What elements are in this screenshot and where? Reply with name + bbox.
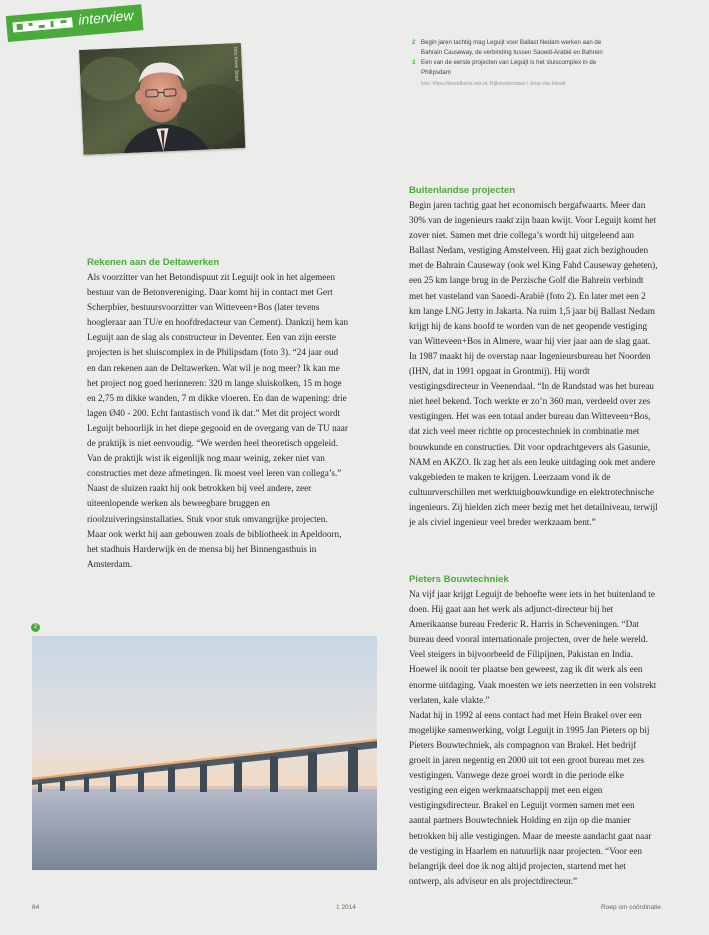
- right-column: [409, 183, 658, 530]
- issue-label: [336, 904, 356, 911]
- issue-year: 2014: [341, 904, 356, 911]
- body-paragraph: Begin jaren tachtig gaat het economisch bergafwaarts. Meer dan 30% van de ingenieurs raakt zijn baan kwijt. Voor Leguijt komt het zover niet. Samen met drie collega’s wordt hij uitgeleend aan Ballast Nedam, vestiging Amstelveen. Hij gaat zich bezighouden met de Bahrain Causeway (ook wel King Fahd Causeway geheten), een 25 km lange brug in de Perzische Golf die Bahrein verbindt met het vasteland van Saoedi-Arabië (foto 2). En later met een 2 km lange LNG Jetty in Jakarta. Na ruim 1,5 jaar bij Ballast Nedam krijgt hij de kans hoofd te worden van de net geopende vestiging van Witteveen+Bos in Almere, waar hij vier jaar aan de slag gaat. In 1987 maakt hij de overstap naar Ingenieursbureau het Noorden (IHN, dat in 1991 opgaat in Grontmij). Hij wordt vestigingsdirecteur in Veenendaal. “In de Randstad was het bureau niet heel bekend. Toch werkte er zo’n 360 man, verdeeld over zes vestigingen. Het was een totaal ander bureau dan Witteveen+Bos, dat zich veel meer richtte op procestechniek in combinatie met bouwkunde en constructies. Dit voor opdrachtgevers als Gasunie, NAM en AKZO. Ik zag het als een leuke uitdaging ook met andere vakgebieden te maken te krijgen. Leerzaam vond ik de cultuurverschillen met werktuigbouwkundige en elektrotechnische ingenieurs. Zij hielden zich meer bezig met het detailniveau, terwijl je als civiel ingenieur veel breder werkzaam bent.”: [409, 200, 658, 527]
- caption-number: 2: [412, 39, 416, 46]
- issue-number: 1: [336, 904, 340, 911]
- bridge-photo: [32, 636, 377, 870]
- portrait-image: [79, 43, 245, 155]
- body-paragraph: Nadat hij in 1992 al eens contact had met Hein Brakel over een mogelijke samenwerking, volgt Leguijt in 1995 Jan Pieters op bij Pieters Bouwtechniek, als compagnon van Brakel. Het bedrijf groeit in jaren negentig en 2000 uit tot een groot bureau met zes vestigingen. Vanwege deze groei wordt in die periode elke vestiging een eigen werkmaatschappij met een eigen vestigingsdirecteur. Brakel en Leguijt vormen samen met een aantal partners Bouwtechniek Holding en zijn op die manier betrokken bij alle vestigingen. Maar de meeste aandacht gaat naar de vestiging in Haarlem en natuurlijk naar projecten. “Voor een belangrijk deel doe ik nog altijd projecten, startend met het ontwerp, als adviseur en als projectdirecteur.”: [409, 709, 652, 886]
- section-badge: [6, 4, 144, 42]
- caption-text: Begin jaren tachtig mag Leguijt voor Ballast Nedam werken aan de Bahrain Causeway, de verbinding tussen Saoedi-Arabië en Bahrein: [421, 39, 603, 56]
- photo-captions: [412, 38, 617, 89]
- portrait-photo: [79, 43, 245, 155]
- left-column: [87, 255, 349, 572]
- section-heading: Buitenlandse projecten: [409, 185, 516, 196]
- body-paragraph: Na vijf jaar krijgt Leguijt de behoefte weer iets in het buitenland te doen. Hij gaat aan het werk als adjunct-directeur bij het Amerikaanse bureau Frederic R. Harris in Scheveningen. “Dat bureau deed vooral internationale projecten, over de hele wereld. Veel steigers in bijvoorbeeld de Filipijnen, Pakistan en India. Hoewel ik nooit ter plaatse ben geweest, zag ik dit werk als een enorme uitdaging. Vaak moesten we iets neerzetten in een volstrekt verlaten, kale vlakte.”: [409, 589, 657, 705]
- photo-number-badge: 2: [31, 623, 40, 632]
- caption-credit: foto: https://beeldbank.rws.nl, Rijkswaterstaat / Joop van Houdt: [421, 81, 566, 87]
- section-label: interview: [77, 7, 135, 28]
- caption-number: 3: [412, 59, 416, 66]
- section-heading: Pieters Bouwtechniek: [409, 574, 509, 585]
- photo-credit: foto Kees Stoel: [232, 47, 240, 82]
- cement-logo-icon: [12, 15, 73, 34]
- body-paragraph: Als voorzitter van het Betondispuut zit Leguijt ook in het algemeen bestuur van de Betonvereniging. Daar komt hij in contact met Gert Scherpbier, bestuursvoorzitter van Witteveen+Bos (later tevens hoogleraar aan TU/e en hoofdredacteur van Cement). Dankzij hem kan Leguijt aan de slag als constructeur in Deventer. Een van zijn eerste projecten is het sluiscomplex in de Philipsdam (foto 3). “24 jaar oud en dan rekenen aan de Deltawerken. Wat wil je nog meer? Ik kan me het project nog goed herinneren: 320 m lange sluiskolken, 15 m hoge en 2,75 m dikke wanden, 7 m dikke vloeren. En dan de wapening: drie lagen Ø40 - 200. Echt fantastisch vond ik dat.” Met dit project wordt Leguijt behoorlijk in het diepe gegooid en de overgang van de TU naar de praktijk is niet eenvoudig. “We werden heel theoretisch opgeleid. Van de praktijk wist ik eigenlijk nog maar weinig, zeker niet van constructies met deze afmetingen. Ik moest veel leren van collega’s.” Naast de sluizen raakt hij ook betrokken bij veel andere, zeer uiteenlopende werken als beweegbare bruggen en rioolzuiveringsinstallaties. Stuk voor stuk omvangrijke projecten. Maar ook werkt hij aan gebouwen zoals de bibliotheek in Apeldoorn, het stadhuis Harderwijk en de mensa bij het Binnengasthuis in Amsterdam.: [87, 272, 349, 569]
- right-column-lower: [409, 572, 658, 889]
- article-title-footer: Roep om coördinatie: [601, 904, 661, 911]
- caption-item: [412, 38, 617, 58]
- section-heading: Rekenen aan de Deltawerken: [87, 257, 220, 268]
- bridge-image: [32, 636, 377, 870]
- page-number: 64: [32, 904, 40, 911]
- caption-item: [412, 58, 617, 78]
- caption-text: Een van de eerste projecten van Leguijt is het sluiscomplex in de Philipsdam: [421, 59, 597, 76]
